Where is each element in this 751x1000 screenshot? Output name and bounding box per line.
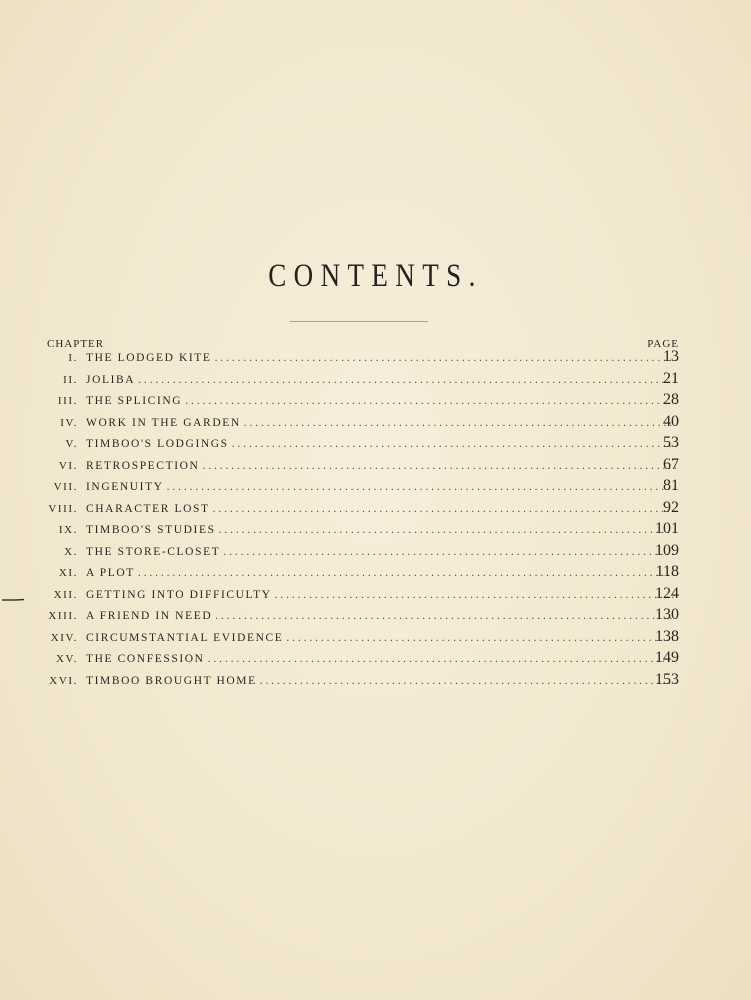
- page-title: CONTENTS.: [268, 258, 483, 294]
- chapter-title: THE STORE-CLOSET: [86, 545, 221, 558]
- chapter-entry: [86, 481, 679, 493]
- chapter-number: XV.: [55, 653, 78, 665]
- page-column-label: PAGE: [647, 338, 679, 350]
- chapter-title: WORK IN THE GARDEN: [86, 416, 241, 429]
- dot-leader: [213, 503, 676, 515]
- chapter-entry: [86, 675, 679, 687]
- toc-entry: [0, 520, 751, 542]
- chapter-number: I.: [68, 352, 78, 364]
- chapter-number: IX.: [58, 524, 78, 536]
- chapter-entry: [86, 632, 679, 644]
- dot-leader: [208, 653, 676, 665]
- page-number: 153: [655, 670, 679, 688]
- page-number: 53: [663, 434, 679, 451]
- chapter-title: INGENUITY: [86, 481, 164, 493]
- toc-entry: [0, 477, 751, 499]
- toc-entry: [0, 585, 751, 607]
- chapter-title: CIRCUMSTANTIAL EVIDENCE: [86, 631, 284, 644]
- dot-leader: [185, 395, 676, 407]
- page-number: 81: [663, 477, 679, 494]
- page-number: 40: [663, 412, 679, 430]
- chapter-entry: [86, 395, 679, 407]
- page-number: 28: [663, 391, 679, 408]
- chapter-entry: [86, 524, 679, 536]
- chapter-entry: [86, 352, 679, 364]
- chapter-entry: [86, 374, 679, 386]
- page-number: 21: [663, 369, 679, 387]
- title-rule: [290, 321, 428, 322]
- chapter-title: TIMBOO BROUGHT HOME: [86, 674, 257, 687]
- toc-entry: [0, 542, 751, 564]
- toc-entry: [0, 606, 751, 628]
- chapter-title: JOLIBA: [86, 373, 136, 386]
- chapter-number: X.: [64, 545, 78, 558]
- page-number: 130: [655, 606, 679, 623]
- toc-entry: [0, 434, 751, 456]
- dot-leader: [215, 610, 676, 622]
- chapter-title: A FRIEND IN NEED: [86, 610, 213, 622]
- dot-leader: [219, 524, 676, 536]
- chapter-number: VII.: [53, 481, 78, 493]
- chapter-title: GETTING INTO DIFFICULTY: [86, 588, 272, 601]
- dot-leader: [167, 481, 676, 493]
- chapter-number: XI.: [58, 567, 78, 579]
- page-number: 118: [655, 563, 679, 580]
- chapter-title: A PLOT: [86, 567, 135, 579]
- chapter-column-label: CHAPTER: [47, 338, 105, 350]
- chapter-title: TIMBOO'S STUDIES: [86, 524, 216, 536]
- chapter-entry: [86, 503, 679, 515]
- page-number: 101: [655, 520, 679, 537]
- dot-leader: [286, 632, 676, 644]
- toc-entry: [0, 628, 751, 650]
- chapter-entry: [86, 589, 679, 601]
- chapter-title: TIMBOO'S LODGINGS: [86, 438, 229, 450]
- page-number: 124: [655, 584, 679, 602]
- page-number: 92: [663, 498, 679, 516]
- chapter-number: XII.: [53, 588, 78, 601]
- chapter-entry: [86, 567, 679, 579]
- chapter-entry: [86, 653, 679, 665]
- page-number: 109: [655, 541, 679, 559]
- chapter-title: CHARACTER LOST: [86, 502, 210, 515]
- dot-leader: [138, 567, 676, 579]
- page-number: 149: [655, 649, 679, 666]
- chapter-number: III.: [57, 395, 78, 407]
- dot-leader: [232, 438, 676, 450]
- toc-entry: [0, 649, 751, 671]
- toc-entry: [0, 370, 751, 392]
- toc-entry: [0, 671, 751, 693]
- dot-leader: [260, 675, 676, 687]
- chapter-number: XIII.: [48, 610, 78, 622]
- page-number: 67: [663, 455, 679, 473]
- dot-leader: [202, 460, 676, 472]
- chapter-number: XIV.: [50, 631, 78, 644]
- chapter-entry: [86, 438, 679, 450]
- chapter-title: THE LODGED KITE: [86, 352, 212, 364]
- chapter-title: THE CONFESSION: [86, 653, 205, 665]
- toc-entry: [0, 348, 751, 370]
- chapter-entry: [86, 546, 679, 558]
- dot-leader: [244, 417, 676, 429]
- dot-leader: [223, 546, 676, 558]
- chapter-title: RETROSPECTION: [86, 459, 200, 472]
- chapter-number: II.: [63, 373, 78, 386]
- chapter-number: IV.: [60, 416, 78, 429]
- chapter-number: V.: [65, 438, 78, 450]
- chapter-number: XVI.: [49, 674, 78, 687]
- toc-entry: [0, 456, 751, 478]
- chapter-entry: [86, 610, 679, 622]
- dot-leader: [275, 589, 676, 601]
- chapter-entry: [86, 460, 679, 472]
- chapter-number: VIII.: [48, 502, 78, 515]
- toc-entry: [0, 563, 751, 585]
- dot-leader: [138, 374, 676, 386]
- chapter-title: THE SPLICING: [86, 395, 183, 407]
- chapter-entry: [86, 417, 679, 429]
- toc-entry: [0, 499, 751, 521]
- toc-entry: [0, 391, 751, 413]
- table-of-contents: [0, 348, 751, 692]
- chapter-number: VI.: [58, 459, 78, 472]
- toc-entry: [0, 413, 751, 435]
- dot-leader: [215, 352, 676, 364]
- page-number: 13: [663, 348, 679, 365]
- page-number: 138: [655, 627, 679, 645]
